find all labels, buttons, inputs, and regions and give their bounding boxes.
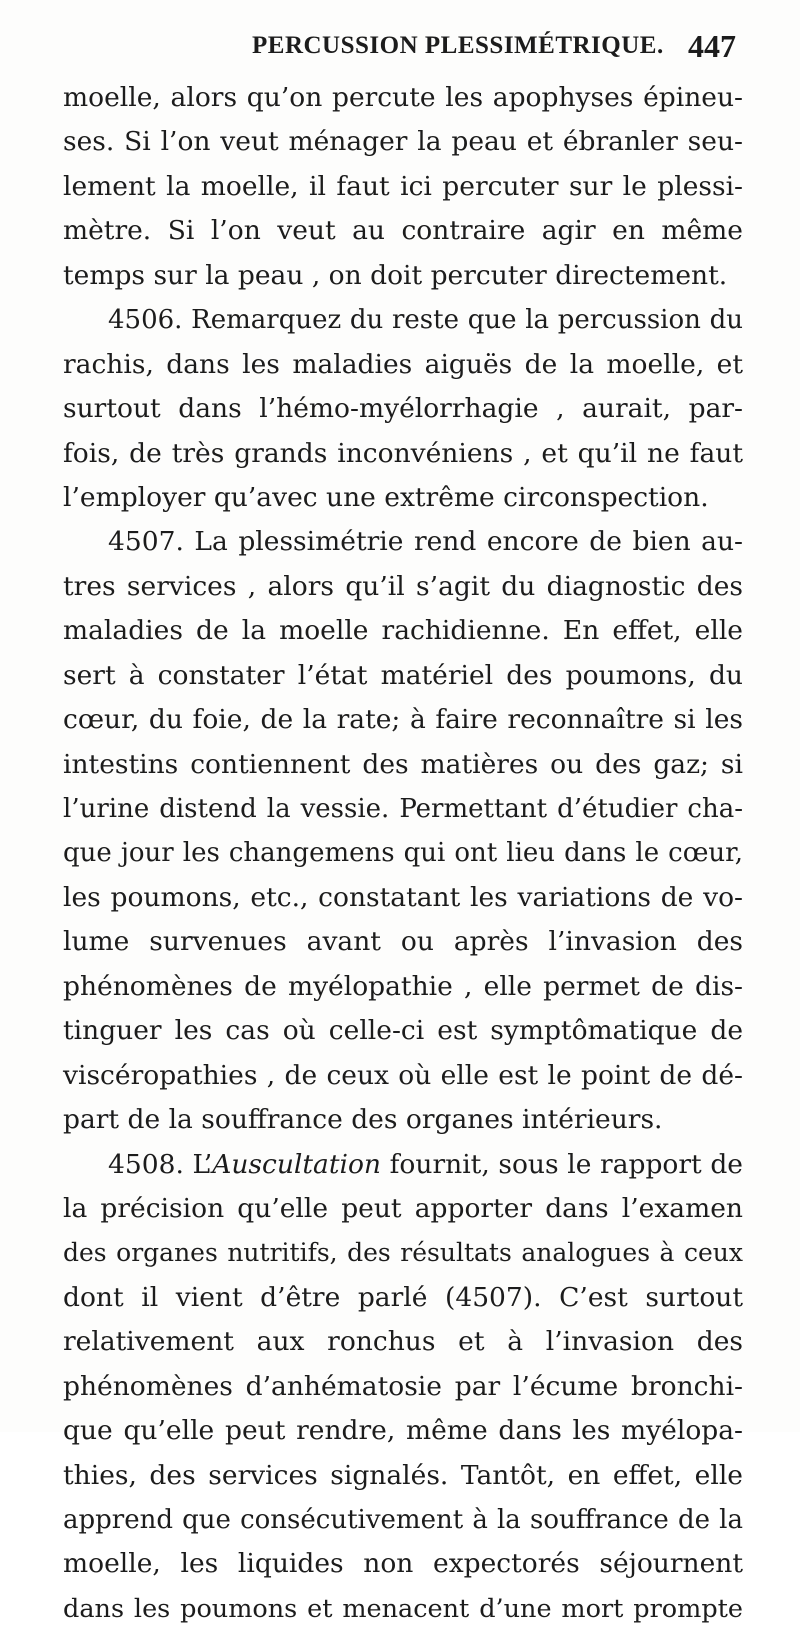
text-line	[63, 654, 743, 698]
line-text: phénomènes d’anhématosie par l’écume bronchi-	[63, 1370, 743, 1402]
line-text: l’employer qu’avec une extrême circonspection.	[63, 481, 709, 513]
text-line	[63, 1187, 743, 1231]
running-title: PERCUSSION PLESSIMÉTRIQUE.	[252, 32, 664, 59]
text-line	[63, 1276, 743, 1320]
text-line	[63, 120, 743, 164]
text-line	[63, 476, 743, 520]
line-text: fournit, sous le rapport de	[380, 1148, 743, 1180]
text-line	[63, 1231, 743, 1275]
line-text: Remarquez du reste que la percussion du	[191, 305, 743, 336]
text-line	[63, 876, 743, 920]
line-text: temps sur la peau , on doit percuter directement.	[63, 259, 728, 291]
running-head	[0, 28, 800, 68]
line-text: tinguer les cas où celle-ci est symptômatique de	[63, 1015, 743, 1047]
line-text: moelle, les liquides non expectorés séjournent	[63, 1548, 743, 1580]
line-text: fois, de très grands inconvéniens , et qu’il ne faut	[63, 437, 743, 469]
text-line	[63, 520, 743, 564]
line-text: viscéropathies , de ceux où elle est le point de dé-	[63, 1059, 743, 1091]
line-text: moelle, alors qu’on percute les apophyses épineu-	[63, 82, 743, 113]
line-text: intestins contiennent des matières ou des gaz; si	[63, 748, 743, 780]
text-line	[63, 254, 743, 298]
text-line	[63, 209, 743, 253]
text-line	[63, 432, 743, 476]
line-text: thies, des services signalés. Tantôt, en effet, elle	[63, 1459, 743, 1491]
text-line	[63, 1498, 743, 1542]
line-text: relativement aux ronchus et à l’invasion des	[63, 1326, 743, 1358]
text-line	[63, 1054, 743, 1098]
text-line	[63, 1320, 743, 1364]
paragraph-number: 4507.	[108, 526, 184, 558]
text-line	[63, 1009, 743, 1053]
body-text	[63, 76, 743, 1631]
line-text: que jour les changemens qui ont lieu dans le cœur,	[63, 838, 743, 869]
text-line	[63, 787, 743, 831]
page-number: 447	[688, 28, 736, 64]
text-line	[63, 920, 743, 964]
line-text: l’urine distend la vessie. Permettant d’étudier cha-	[63, 794, 743, 824]
text-line	[63, 1365, 743, 1409]
line-text: apprend que consécutivement à la souffrance de la	[63, 1505, 743, 1535]
line-text: maladies de la moelle rachidienne. En effet, elle	[63, 615, 743, 647]
line-text: rachis, dans les maladies aiguës de la moelle, et	[63, 348, 743, 380]
line-text: La plessimétrie rend encore de bien au-	[194, 526, 743, 558]
italic-term: Auscultation	[212, 1148, 381, 1180]
text-line	[63, 165, 743, 209]
text-line	[63, 831, 743, 875]
text-line	[63, 387, 743, 431]
line-text: cœur, du foie, de la rate; à faire reconnaître si les	[63, 704, 743, 736]
text-line	[63, 1143, 743, 1187]
text-line	[63, 298, 743, 342]
line-text: dont il vient d’être parlé (4507). C’est surtout	[63, 1281, 743, 1313]
line-text: surtout dans l’hémo-myélorrhagie , aurait, par-	[63, 393, 743, 425]
line-text: phénomènes de myélopathie , elle permet de dis-	[63, 970, 743, 1002]
line-text: lement la moelle, il faut ici percuter sur le plessi-	[63, 170, 743, 202]
text-line	[63, 743, 743, 787]
paragraph-number: 4508.	[108, 1148, 184, 1180]
line-text: part de la souffrance des organes intérieurs.	[63, 1104, 663, 1136]
line-text: que qu’elle peut rendre, même dans les myélopa-	[63, 1415, 743, 1447]
line-text: dans les poumons et menacent d’une mort prompte	[63, 1593, 743, 1624]
text-line	[63, 1409, 743, 1453]
line-prefix: L’	[192, 1148, 213, 1180]
text-line	[63, 1587, 743, 1631]
line-text: sert à constater l’état matériel des poumons, du	[63, 659, 743, 691]
text-line	[63, 565, 743, 609]
line-text: la précision qu’elle peut apporter dans l’examen	[63, 1192, 743, 1224]
paragraph-number: 4506.	[108, 305, 183, 336]
line-text: mètre. Si l’on veut au contraire agir en même	[63, 215, 743, 247]
text-line	[63, 1454, 743, 1498]
line-text: ses. Si l’on veut ménager la peau et ébranler seu-	[63, 126, 743, 158]
text-line	[63, 1542, 743, 1586]
text-line	[63, 609, 743, 653]
text-line	[63, 1098, 743, 1142]
text-line	[63, 76, 743, 120]
text-line	[63, 965, 743, 1009]
line-text: tres services , alors qu’il s’agit du diagnostic des	[63, 570, 743, 602]
text-line	[63, 343, 743, 387]
line-text: les poumons, etc., constatant les variations de vo-	[63, 881, 743, 913]
text-line	[63, 698, 743, 742]
line-text: des organes nutritifs, des résultats analogues à ceux	[63, 1238, 743, 1268]
line-text: lume survenues avant ou après l’invasion des	[63, 926, 743, 958]
